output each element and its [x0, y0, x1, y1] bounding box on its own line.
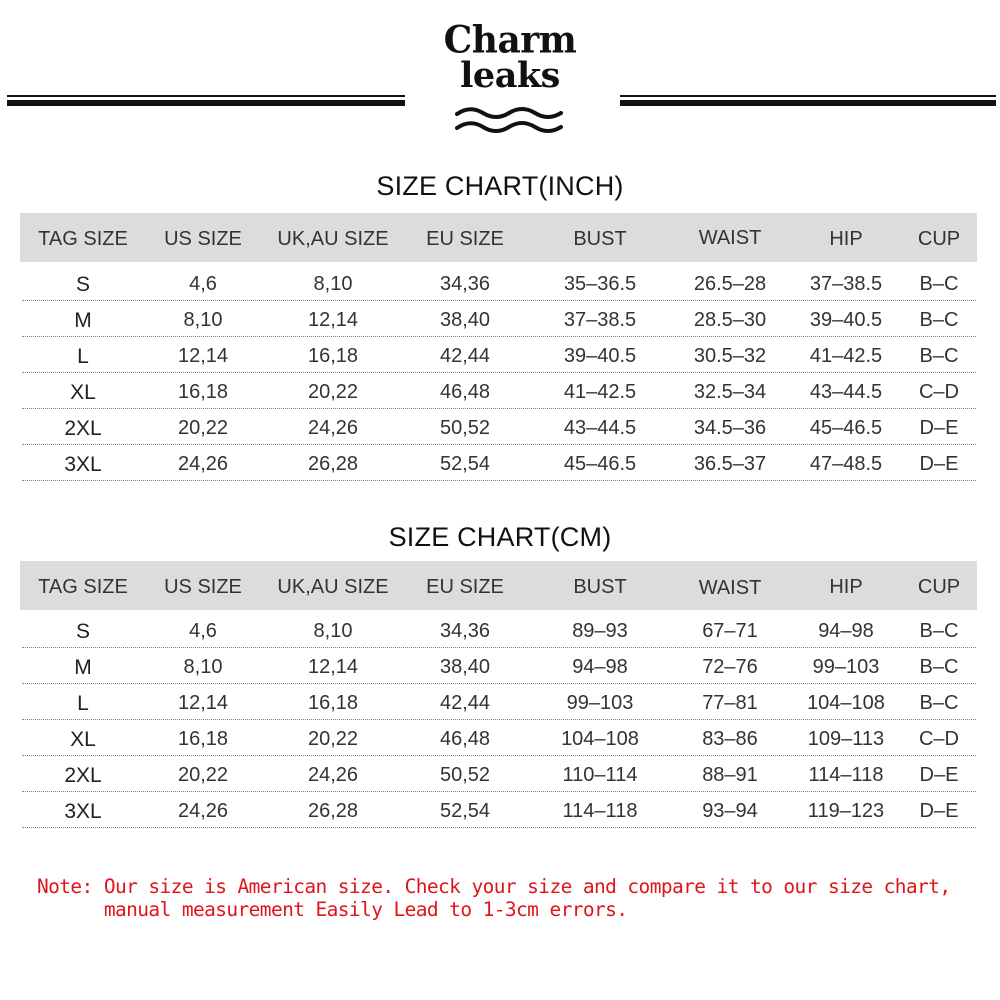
cell-tag-size: XL: [70, 728, 96, 751]
cell-hip: 41–42.5: [809, 345, 883, 367]
cell-us-size: 4,6: [189, 273, 217, 295]
cell-cup: D–E: [919, 764, 959, 786]
header-rule-right: [620, 95, 996, 107]
cell-tag-size: 2XL: [64, 417, 102, 440]
cell-eu-size: 52,54: [439, 800, 491, 822]
cell-cup: B–C: [919, 309, 959, 331]
cell-bust: 110–114: [562, 764, 638, 786]
cell-us-size: 12,14: [177, 692, 229, 714]
brand-logo: [430, 17, 590, 96]
cell-cup: B–C: [919, 656, 959, 678]
cell-bust: 41–42.5: [563, 381, 637, 403]
col-header-us-size: US SIZE: [164, 228, 242, 250]
cell-hip: 109–113: [807, 728, 885, 750]
col-header-tag-size: TAG SIZE: [38, 228, 128, 250]
cell-eu-size: 52,54: [439, 453, 491, 475]
cell-ukau-size: 24,26: [307, 417, 359, 439]
logo-text-charm: Charm: [443, 17, 577, 63]
size-note: [37, 875, 950, 921]
cell-cup: B–C: [919, 345, 959, 367]
cell-tag-size: 3XL: [64, 453, 102, 476]
cell-eu-size: 46,48: [439, 728, 491, 750]
cell-eu-size: 38,40: [439, 309, 491, 331]
col-header-hip: HIP: [829, 576, 863, 598]
cell-us-size: 16,18: [177, 381, 229, 403]
cell-waist: 67–71: [702, 620, 758, 642]
cell-ukau-size: 20,22: [307, 728, 359, 750]
cell-waist: 34.5–36: [693, 417, 767, 439]
table-row: [20, 756, 977, 792]
note-line-1: Note: Our size is American size. Check your size and compare it to our size chart,: [37, 875, 951, 898]
col-header-waist: WAIST: [698, 227, 762, 249]
col-header-us-size: US SIZE: [164, 576, 242, 598]
cell-us-size: 4,6: [189, 620, 217, 642]
table-row: [20, 337, 977, 373]
cell-ukau-size: 8,10: [313, 273, 353, 295]
table-row: [20, 648, 977, 684]
cell-tag-size: XL: [70, 381, 96, 404]
cell-cup: D–E: [919, 453, 959, 475]
cell-bust: 89–93: [572, 620, 628, 642]
cell-eu-size: 50,52: [439, 764, 491, 786]
cell-tag-size: 2XL: [64, 764, 102, 787]
cell-us-size: 16,18: [177, 728, 229, 750]
cell-eu-size: 38,40: [439, 656, 491, 678]
cell-us-size: 12,14: [177, 345, 229, 367]
cell-hip: 47–48.5: [809, 453, 883, 475]
cell-waist: 83–86: [702, 728, 758, 750]
col-header-eu-size: EU SIZE: [426, 576, 504, 598]
cell-eu-size: 50,52: [439, 417, 491, 439]
col-header-bust: BUST: [573, 576, 627, 598]
cell-eu-size: 42,44: [439, 692, 491, 714]
cell-waist: 36.5–37: [693, 453, 767, 475]
table-header: [20, 213, 977, 262]
cell-ukau-size: 16,18: [307, 692, 359, 714]
cell-eu-size: 34,36: [439, 273, 491, 295]
cell-tag-size: M: [74, 656, 92, 679]
cell-ukau-size: 12,14: [307, 656, 359, 678]
cell-us-size: 8,10: [183, 656, 223, 678]
cell-us-size: 24,26: [177, 800, 229, 822]
cell-hip: 114–118: [808, 764, 884, 786]
table-row: [20, 373, 977, 409]
cell-ukau-size: 12,14: [307, 309, 359, 331]
col-header-cup: CUP: [917, 228, 961, 250]
cell-bust: 104–108: [561, 728, 639, 750]
col-header-bust: BUST: [573, 228, 627, 250]
inch-chart-title: SIZE CHART(INCH): [376, 171, 624, 201]
note-line-2: manual measurement Easily Lead to 1-3cm errors.: [37, 898, 628, 921]
cell-cup: B–C: [919, 273, 959, 295]
table-row: [20, 301, 977, 337]
cell-ukau-size: 26,28: [307, 800, 359, 822]
cell-bust: 94–98: [572, 656, 628, 678]
table-row: [20, 792, 977, 828]
table-row: [20, 445, 977, 481]
cell-eu-size: 34,36: [439, 620, 491, 642]
cm-chart-title: SIZE CHART(CM): [388, 522, 612, 552]
cell-hip: 94–98: [818, 620, 874, 642]
cell-waist: 30.5–32: [693, 345, 767, 367]
col-header-eu-size: EU SIZE: [426, 228, 504, 250]
cell-hip: 104–108: [807, 692, 885, 714]
cell-tag-size: 3XL: [64, 800, 102, 823]
row-divider: [22, 480, 976, 481]
col-header-ukau-size: UK,AU SIZE: [277, 228, 389, 250]
cell-waist: 32.5–34: [693, 381, 767, 403]
header-rule-left: [7, 95, 405, 107]
cell-waist: 26.5–28: [693, 273, 767, 295]
cell-bust: 45–46.5: [563, 453, 637, 475]
cell-cup: B–C: [919, 620, 959, 642]
cell-ukau-size: 26,28: [307, 453, 359, 475]
cell-hip: 45–46.5: [809, 417, 883, 439]
table-header: [20, 561, 977, 610]
table-row: [20, 612, 977, 648]
cell-tag-size: M: [74, 309, 92, 332]
cell-ukau-size: 24,26: [307, 764, 359, 786]
col-header-hip: HIP: [829, 228, 863, 250]
cell-us-size: 20,22: [177, 764, 229, 786]
cell-hip: 119–123: [807, 800, 885, 822]
col-header-ukau-size: UK,AU SIZE: [277, 576, 389, 598]
cell-ukau-size: 8,10: [313, 620, 353, 642]
col-header-tag-size: TAG SIZE: [38, 576, 128, 598]
cell-cup: C–D: [918, 728, 960, 750]
cell-hip: 43–44.5: [809, 381, 883, 403]
cell-hip: 39–40.5: [809, 309, 883, 331]
cell-eu-size: 46,48: [439, 381, 491, 403]
cell-waist: 72–76: [702, 656, 758, 678]
row-divider: [22, 827, 976, 828]
cell-eu-size: 42,44: [439, 345, 491, 367]
cell-us-size: 20,22: [177, 417, 229, 439]
cell-bust: 114–118: [562, 800, 638, 822]
cell-hip: 37–38.5: [809, 273, 883, 295]
cell-bust: 35–36.5: [563, 273, 637, 295]
col-header-waist: WAIST: [698, 577, 762, 599]
cell-waist: 93–94: [702, 800, 758, 822]
logo-text-leaks: leaks: [460, 55, 560, 96]
cell-bust: 99–103: [566, 692, 634, 714]
cell-us-size: 24,26: [177, 453, 229, 475]
cell-cup: C–D: [918, 381, 960, 403]
col-header-cup: CUP: [917, 576, 961, 598]
cell-bust: 43–44.5: [563, 417, 637, 439]
cell-hip: 99–103: [812, 656, 880, 678]
cell-ukau-size: 16,18: [307, 345, 359, 367]
table-row: [20, 720, 977, 756]
cell-tag-size: S: [75, 273, 91, 296]
cell-waist: 88–91: [702, 764, 758, 786]
cell-cup: D–E: [919, 417, 959, 439]
cell-tag-size: L: [77, 692, 89, 715]
cell-us-size: 8,10: [183, 309, 223, 331]
cell-tag-size: L: [77, 345, 89, 368]
waves-icon: [455, 106, 565, 134]
table-row: [20, 684, 977, 720]
cell-bust: 39–40.5: [563, 345, 637, 367]
cell-waist: 28.5–30: [693, 309, 767, 331]
cell-ukau-size: 20,22: [307, 381, 359, 403]
cell-cup: B–C: [919, 692, 959, 714]
table-row: [20, 409, 977, 445]
table-row: [20, 265, 977, 301]
cell-cup: D–E: [919, 800, 959, 822]
cell-bust: 37–38.5: [563, 309, 637, 331]
cell-tag-size: S: [75, 620, 91, 643]
cell-waist: 77–81: [702, 692, 758, 714]
